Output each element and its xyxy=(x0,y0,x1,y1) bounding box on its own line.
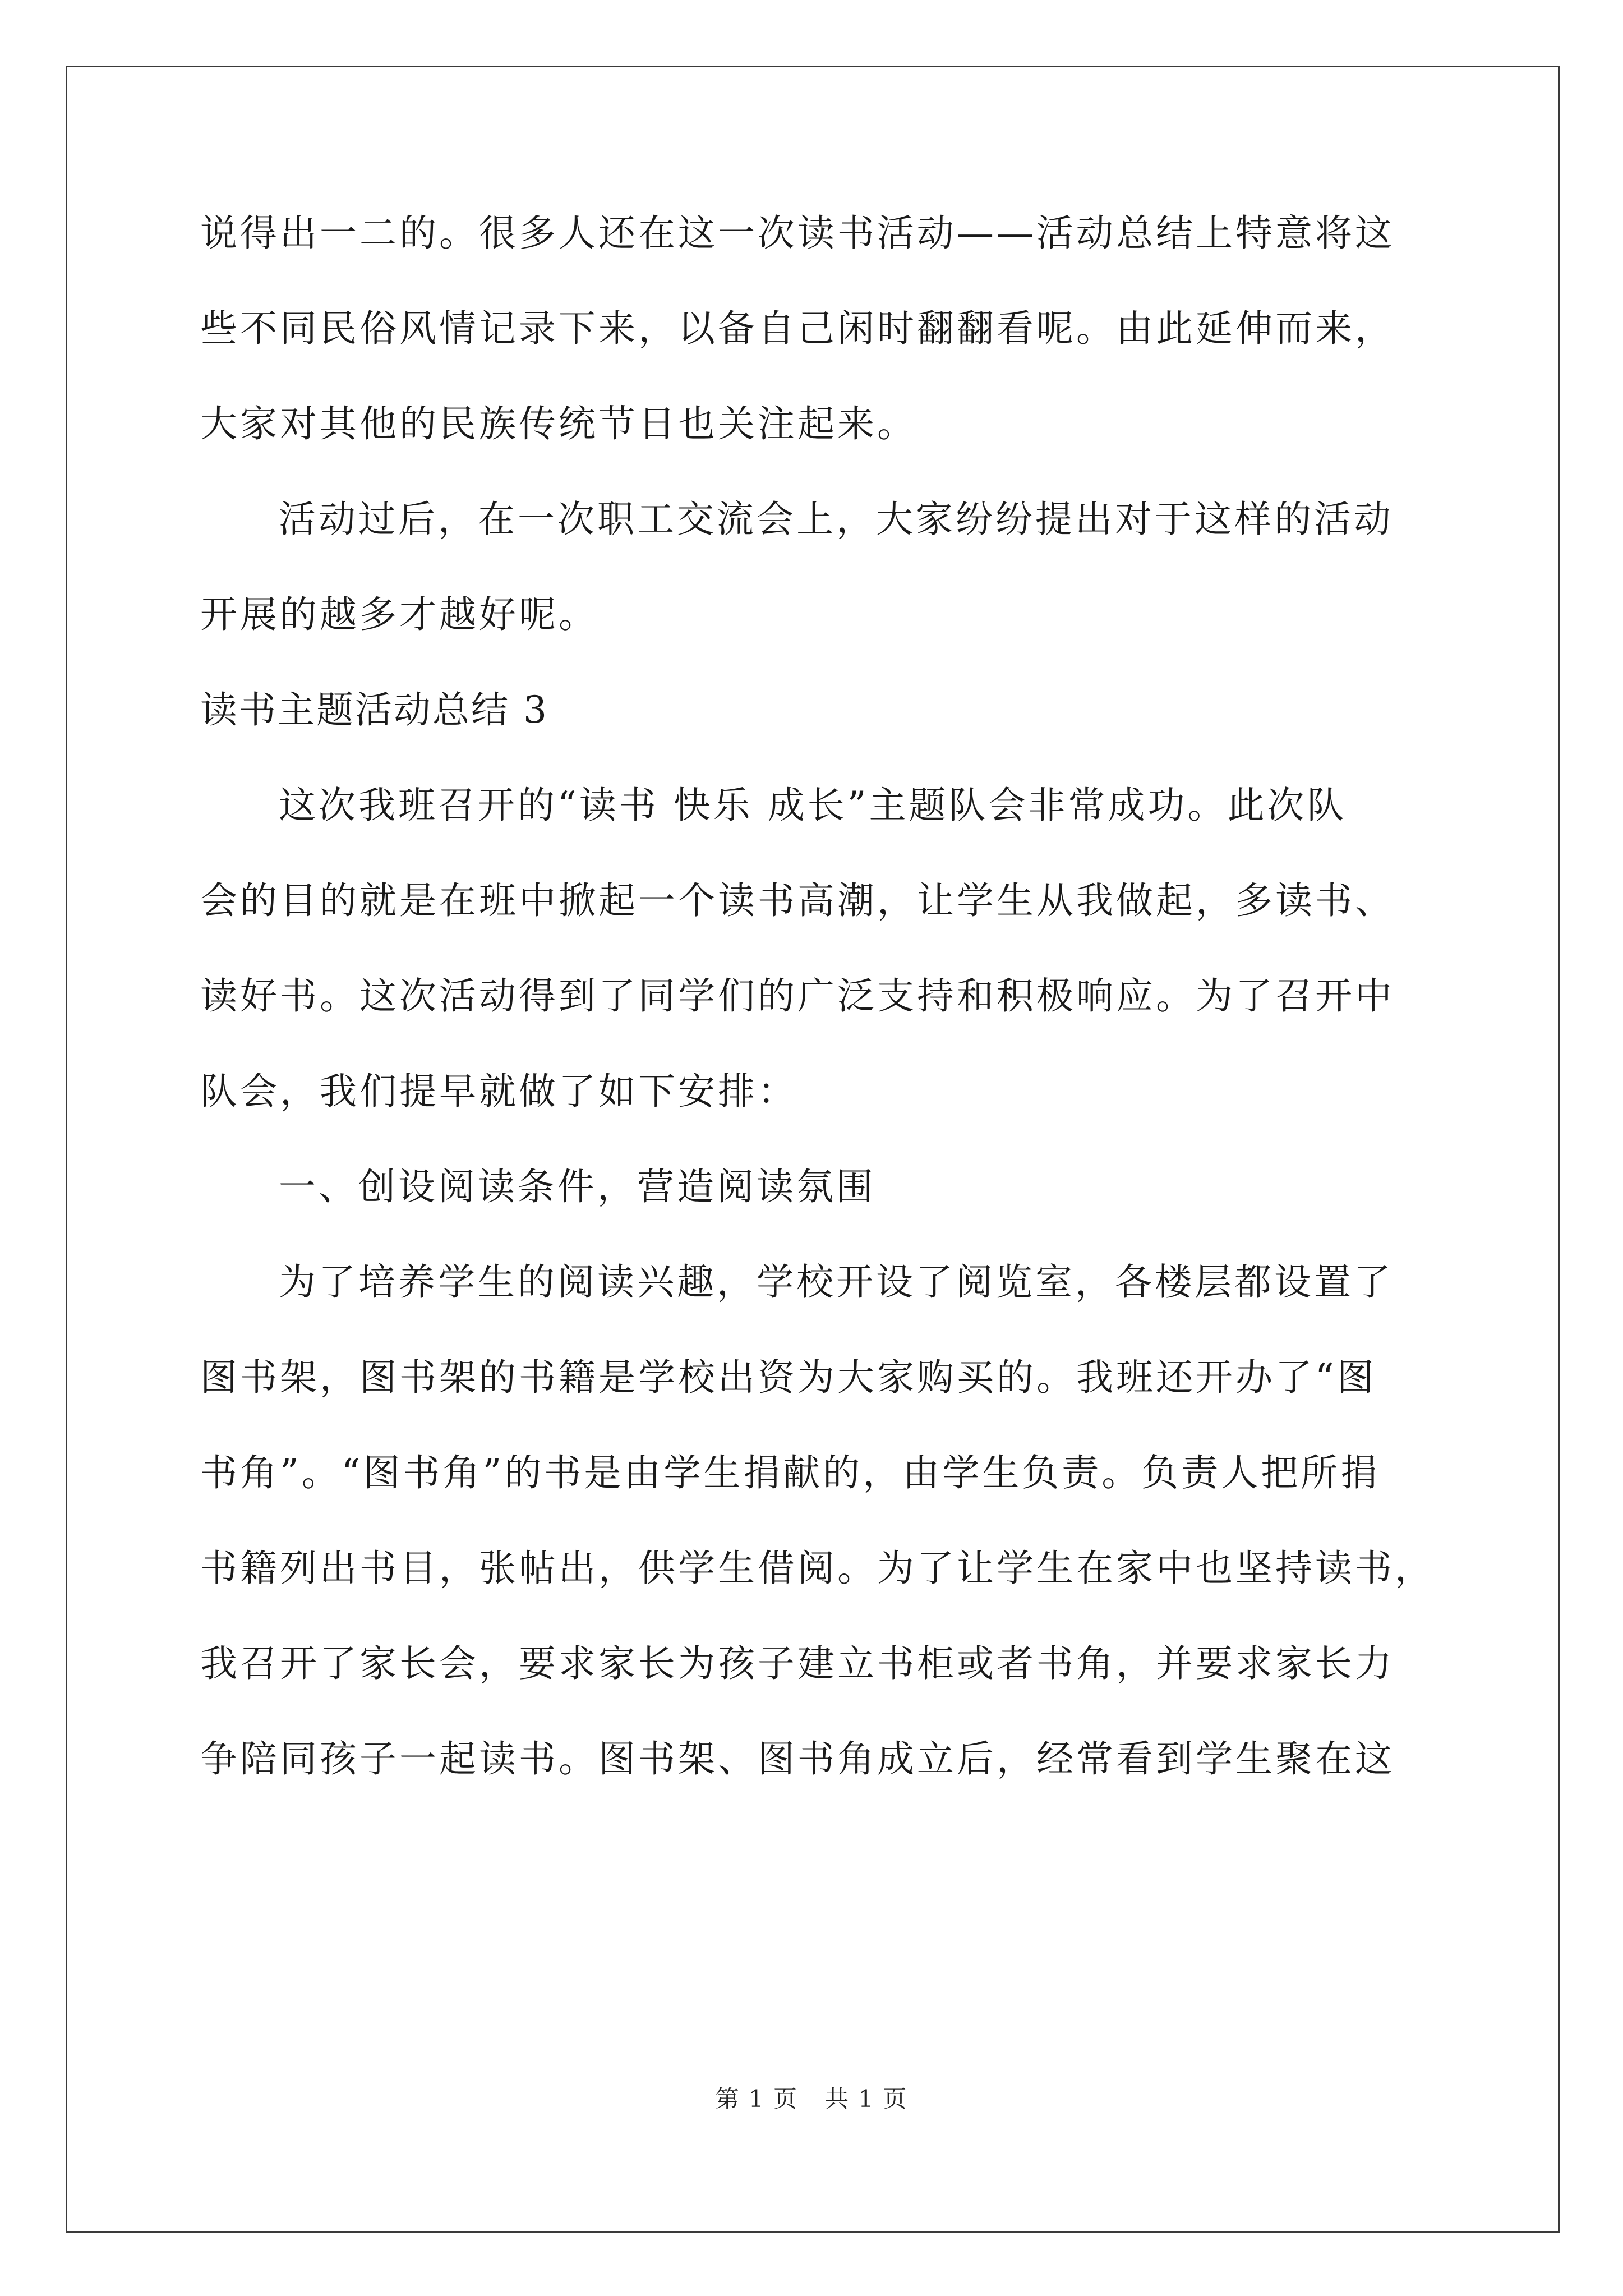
subheading: 一、创设阅读条件，营造阅读氛围 xyxy=(279,1165,876,1208)
text-line: 书籍列出书目，张帖出，供学生借阅。为了让学生在家中也坚持读书， xyxy=(200,1547,1435,1590)
text-line: 图书架，图书架的书籍是学校出资为大家购买的。我班还开办了“图 xyxy=(200,1356,1377,1399)
text-line: 活动过后，在一次职工交流会上，大家纷纷提出对于这样的活动 xyxy=(279,498,1394,541)
text-line: 说得出一二的。很多人还在这一次读书活动——活动总结上特意将这 xyxy=(200,211,1395,255)
text-line: 大家对其他的民族传统节日也关注起来。 xyxy=(200,402,917,445)
text-line: 争陪同孩子一起读书。图书架、图书角成立后，经常看到学生聚在这 xyxy=(200,1737,1395,1780)
document-body xyxy=(200,213,1434,1834)
text-line: 开展的越多才越好呢。 xyxy=(200,593,598,636)
text-line: 队会，我们提早就做了如下安排： xyxy=(200,1070,797,1113)
page-number: 第 1 页 xyxy=(715,2085,798,2113)
text-line: 会的目的就是在班中掀起一个读书高潮，让学生从我做起，多读书、 xyxy=(200,879,1395,922)
text-line: 书角”。“图书角”的书是由学生捐献的，由学生负责。负责人把所捐 xyxy=(200,1451,1381,1494)
text-line: 读好书。这次活动得到了同学们的广泛支持和积极响应。为了召开中 xyxy=(200,974,1395,1018)
page-total: 共 1 页 xyxy=(825,2085,908,2113)
page-footer xyxy=(0,2085,1623,2113)
text-line: 我召开了家长会，要求家长为孩子建立书柜或者书角，并要求家长力 xyxy=(200,1642,1395,1685)
text-line: 为了培养学生的阅读兴趣，学校开设了阅览室，各楼层都设置了 xyxy=(279,1260,1394,1304)
text-line: 些不同民俗风情记录下来，以备自己闲时翻翻看呢。由此延伸而来， xyxy=(200,307,1395,350)
text-line: 这次我班召开的“读书 快乐 成长”主题队会非常成功。此次队 xyxy=(279,784,1347,827)
section-heading: 读书主题活动总结 3 xyxy=(200,688,548,731)
